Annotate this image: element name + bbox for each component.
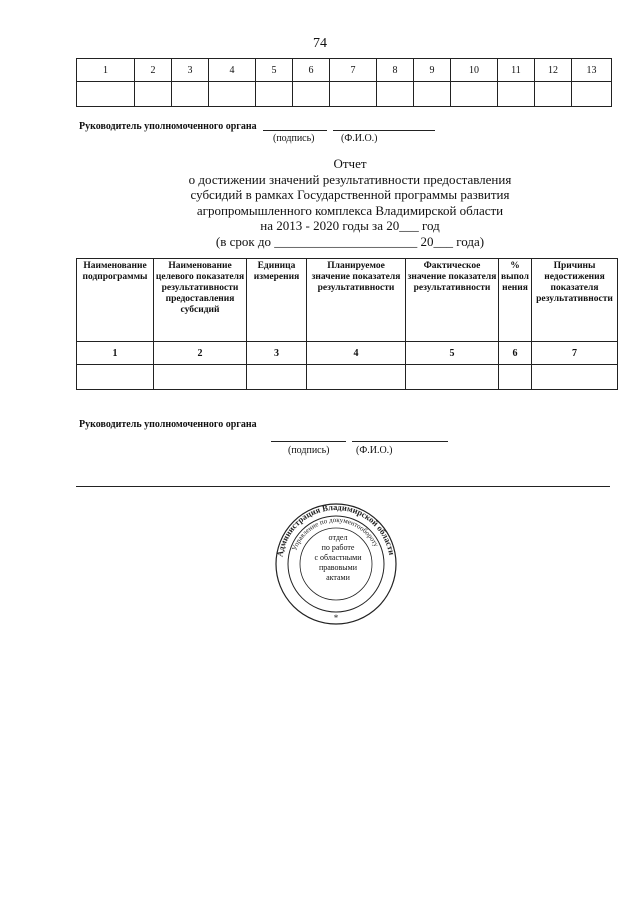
- table-cell: [572, 82, 612, 107]
- stamp-inner-text: Управление по документообороту: [290, 515, 380, 552]
- stamp-outer-text: Администрация Владимирской области: [274, 503, 398, 558]
- signature-1-label: Руководитель уполномоченного органа: [79, 121, 257, 132]
- table-2-col-header: Единица измерения: [247, 259, 307, 342]
- table-cell: [451, 82, 498, 107]
- report-title-line: субсидий в рамках Государственной программы развития: [190, 187, 510, 202]
- table-cell: [498, 82, 535, 107]
- table-cell: [77, 82, 135, 107]
- report-title: [100, 156, 600, 249]
- table-cell: [377, 82, 414, 107]
- table-2-col-header: Причины недостижения показателя результативности: [532, 259, 618, 342]
- table-2-empty-row: [77, 365, 618, 390]
- stamp-center-line: правовыми: [318, 563, 358, 572]
- report-title-line: агропромышленного комплекса Владимирской области: [196, 202, 504, 218]
- table-cell: [256, 82, 293, 107]
- table-1-col-header: 12: [535, 59, 572, 82]
- table-2-col-header: Наименование подпрограммы: [77, 259, 154, 342]
- table-cell: [247, 365, 307, 390]
- signature-2-fio: (Ф.И.О.): [356, 445, 393, 456]
- table-cell: [307, 365, 406, 390]
- report-title-line: о достижении значений результативности предоставления: [188, 171, 512, 187]
- page-number: 74: [313, 36, 327, 51]
- signature-2-label: Руководитель уполномоченного органа: [79, 419, 257, 430]
- table-1-col-header: 10: [451, 59, 498, 82]
- table-cell: [293, 82, 330, 107]
- stamp-center-line: отдел: [328, 533, 348, 542]
- stamp-center-line: по работе: [321, 543, 355, 552]
- table-2-col-number: 2: [154, 342, 247, 365]
- report-title-line: на 2013 - 2020 годы за 20___ год: [260, 218, 440, 233]
- table-2: [76, 258, 618, 390]
- table-cell: [172, 82, 209, 107]
- signature-2-name-line: [352, 441, 448, 442]
- table-1-col-header: 2: [135, 59, 172, 82]
- report-title-line: Отчет: [333, 156, 367, 171]
- stamp-center-text: [303, 533, 373, 583]
- table-cell: [406, 365, 499, 390]
- table-2-col-number: 4: [307, 342, 406, 365]
- signature-1-podpis: (подпись): [273, 133, 315, 144]
- table-2-col-number: 3: [247, 342, 307, 365]
- stamp-star: *: [333, 613, 339, 623]
- table-1-col-header: 8: [377, 59, 414, 82]
- table-cell: [535, 82, 572, 107]
- divider-line: [76, 486, 610, 487]
- signature-1-sign-line: [263, 130, 327, 131]
- table-cell: [135, 82, 172, 107]
- table-1-col-header: 9: [414, 59, 451, 82]
- table-2-col-header: Наименование целевого показателя результативности предоставления субсидий: [154, 259, 247, 342]
- table-2-header-row: [77, 259, 618, 342]
- table-2-col-number: 5: [406, 342, 499, 365]
- table-cell: [77, 365, 154, 390]
- table-1-col-header: 7: [330, 59, 377, 82]
- table-cell: [414, 82, 451, 107]
- table-2-col-header: Планируемое значение показателя результативности: [307, 259, 406, 342]
- table-2-col-number: 6: [499, 342, 532, 365]
- table-1-col-header: 6: [293, 59, 330, 82]
- table-cell: [532, 365, 618, 390]
- signature-1-fio: (Ф.И.О.): [341, 133, 378, 144]
- table-cell: [209, 82, 256, 107]
- table-1-empty-row: [77, 82, 612, 107]
- table-1-col-header: 3: [172, 59, 209, 82]
- table-2-col-header: Фактическое значение показателя результативности: [406, 259, 499, 342]
- official-stamp: [268, 503, 404, 625]
- table-2-col-number: 1: [77, 342, 154, 365]
- table-1-col-header: 5: [256, 59, 293, 82]
- signature-2-sign-line: [271, 441, 346, 442]
- table-1-col-header: 11: [498, 59, 535, 82]
- table-1-header-row: [77, 59, 612, 82]
- table-1-col-header: 1: [77, 59, 135, 82]
- table-1: [76, 58, 612, 107]
- table-2-number-row: [77, 342, 618, 365]
- table-2-col-number: 7: [532, 342, 618, 365]
- table-1-col-header: 4: [209, 59, 256, 82]
- stamp-center-line: актами: [326, 573, 350, 582]
- table-2-col-header: % выпол нения: [499, 259, 532, 342]
- table-cell: [330, 82, 377, 107]
- table-cell: [154, 365, 247, 390]
- report-title-line: (в срок до ______________________ 20___ года): [215, 233, 485, 249]
- table-cell: [499, 365, 532, 390]
- table-1-col-header: 13: [572, 59, 612, 82]
- stamp-center-line: с областными: [314, 553, 362, 562]
- signature-1-name-line: [333, 130, 435, 131]
- signature-2-podpis: (подпись): [288, 445, 330, 456]
